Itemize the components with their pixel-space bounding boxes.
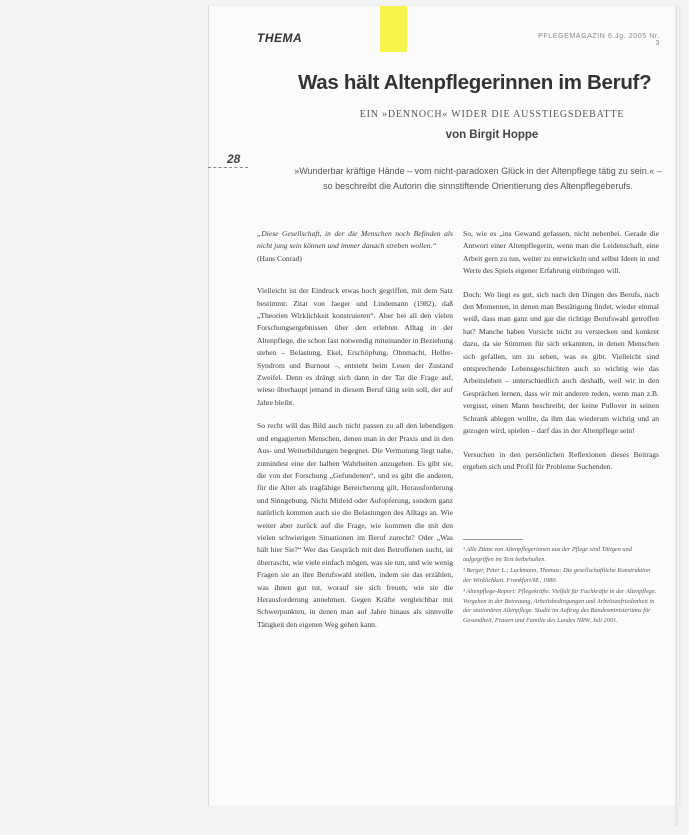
motto-quote: „Diese Gesellschaft, in der die Menschen noch Befinden als nicht jung sein können und immer danach streben wollen.“ [257,229,453,251]
footnote: ¹ Alle Zitate von Altenpflegerinnen aus der Pflege sind Tätigen und aufgegriffen im Text beibehalten. [463,546,632,563]
sticky-note [380,6,407,52]
body-paragraph: Versuchen in den persönlichen Reflexionen dieses Beitrags ergehen sich und Profil für Probleme Suchenden. [463,449,659,471]
motto-author: (Hans Conrad) [257,253,302,263]
page-edge [675,6,678,826]
article-lead: »Wunderbar kräftige Hände – vom nicht-paradoxen Glück in der Altenpflege tätig zu sein.« – so beschreibt die Autorin die sinnstiftende Orientierung des Altenpflegeberufs. [294,166,662,191]
footnote: ² Berger, Peter L.; Luckmann, Thomas: Die gesellschaftliche Konstruktion der Wirklichkeit. Frankfurt/M., 1980. [463,566,651,584]
page-number-rule [208,167,248,168]
section-label: THEMA [257,31,303,45]
article-author: von Birgit Hoppe [445,129,539,141]
body-paragraph: So, wie es „ins Gewand gefassen, nicht nebenbei. Gerade die Antwort einer Altenpflegerin, wenn man die Leidenschaft, eine Arbeit gern zu tun, weiter zu entwickeln und selbst Ideen in und Werte des Spiels eigener Erfahrung einbringen will. [463,229,659,276]
body-paragraph: Doch: Wo liegt es gut, sich nach den Dingen des Berufs, nach den Momenten, in denen man Bestätigung findet, wieder einmal weiß, dass man ganz und gar die richtige Berufswahl getroffen hat? Manche haben Vorsicht nicht zu verstecken und konkret dazu, da sie Stimmen für sich erkannten, in denen Menschen sich gefallen, um zu sehen, was es gibt. Vielleicht sind entsprechende Lebensgeschichten auch so wichtig wie das Arbeitsleben – unterschiedlich auch deshalb, weil wir in den Gesprächen lernen, dass wir mit anderen reden, wenn man z.B. vergisst, einen Mann beschreibt, der keine Pullover in seinen Schrank ablegen wollte, da ihm das wiederum wichtig und an gezogen wird, spielen – darf das in der Altenpflege sein! [463,289,659,436]
body-paragraph: Vielleicht ist der Eindruck etwas hoch gegriffen, mit dem Satz bestimmt: Zitat von Jaeger und Lindemann (1982), daß „Theorien Wirklichkeit konstruieren“. Aber bei all den vielen Forschungsergebnissen über den erlebten Alltag in der Altenpflege, die schon fast notwendig miteinander in Beziehung stehen – Belastung, Ekel, Erschöpfung, Ohnmacht, Helfer-Syndrom und Burnout –, entsteht beim Lesen der Zustand Zweifel. Denn es drängt sich dann in der Tat die Frage auf, wieso überhaupt jemand in diesem Beruf tätig sein soll, der auf Jahre bleibt. [257,286,453,407]
footnote: ³ Altenpflege-Report: Pflegekräfte. Vielfalt für Fachkräfte in der Altenpflege. Vorgehen in der Betreuung, Arbeitsbedingungen und Arbeitszufriedenheit in der stationären Altenpflege. Studie im Auftrag des Bundesministeriums für Gesundheit, Frauen und Familie des Landes NRW, Juli 2001. [463,587,657,625]
footnotes [463,545,659,627]
page-number: 28 [227,152,241,166]
article-title: Was hält Altenpflegerinnen im Beruf? [298,71,652,94]
right-column [463,228,659,484]
article-subtitle: EIN »DENNOCH« WIDER DIE AUSSTIEGSDEBATTE [359,109,625,120]
journal-reference: PFLEGEMAGAZIN 6.Jg. 2005 Nr. 3 [538,33,660,47]
body-paragraph: So recht will das Bild auch nicht passen zu all den lebendigen und engagierten Menschen, denen man in der Praxis und in den Aus- und Weiterbildungen begegnet. Die Vermutung liegt nahe, zumindest eine der halben Wahrheiten anzugeben. Es gibt sie, die von der Forschung „Gefundenen“, und es gibt die anderen, für die Alter als tragfähige Bereicherung gilt, Herausforderung und Sinngebung. Nicht Mitleid oder Aufopferung, sondern ganz natürlich kommen auch sie die Belastungen des Alltags an. Wie weiter aber zurück auf die Frage, wie kommen die mit den vielen schwierigen Situationen im Beruf zurecht? Oder „Was hält hier Sie?“ Wer das Gespräch mit den Betroffenen sucht, ist überrascht, wie viele einfach mögen, was sie tun, und wie wenig Fragen sie an ihre Berufswahl stellen, indem sie das erzählen, was ihnen gut tut, worauf sie sich freuen, wie sie die Herausforderung annehmen. Gegen Kräfte vergleichbar mit Schwerpunkten, in denen man auf Jahre hinaus als sinnvolle Tätigkeit den eigenen Weg gehen kann. [257,421,453,629]
footnotes-rule [463,539,523,540]
left-column [257,228,453,642]
